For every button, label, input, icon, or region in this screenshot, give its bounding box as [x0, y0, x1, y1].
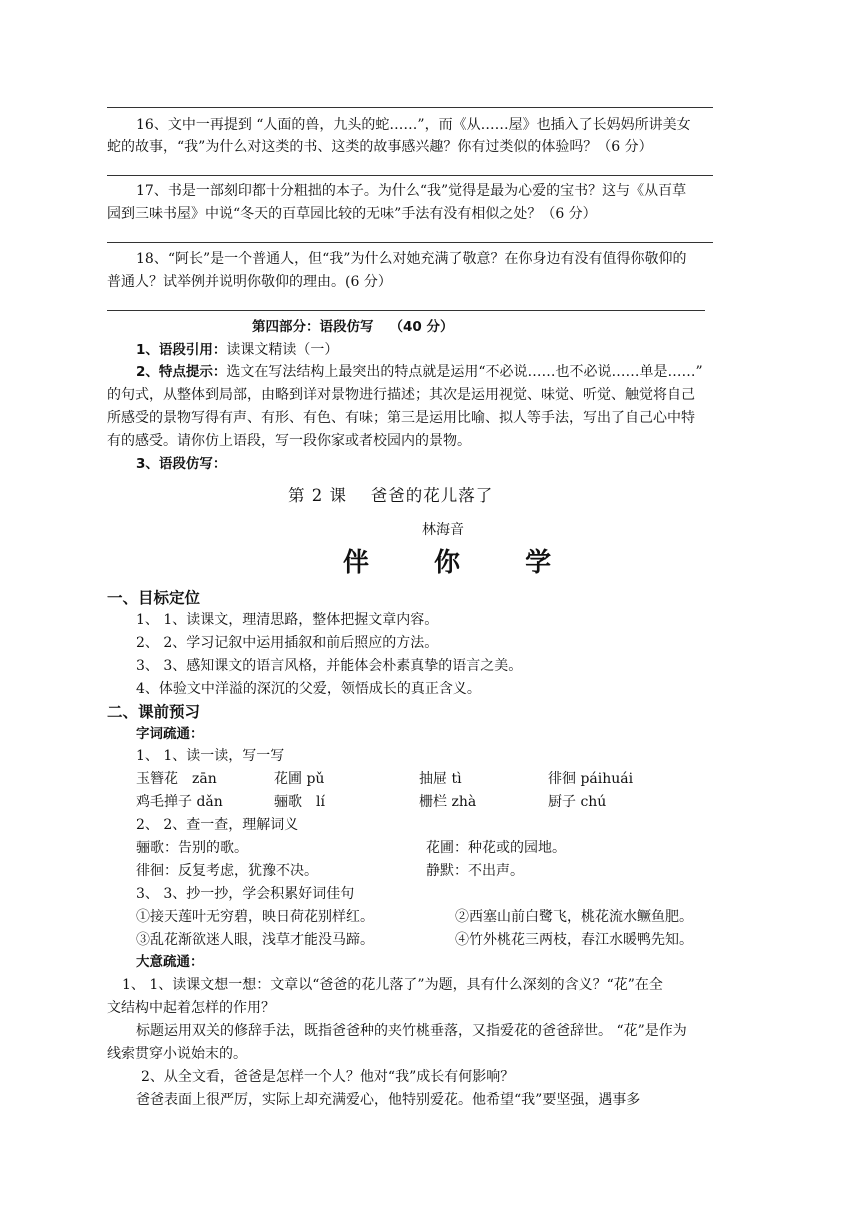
question-16-line-1: 16、文中一再提到 “人面的兽，九头的蛇……”，而《从……屋》也插入了长妈妈所讲美女 [136, 117, 691, 133]
part4-item2-line-4: 有的感受。请你仿上语段，写一段你家或者校园内的景物。 [107, 433, 471, 449]
section2-heading: 二、课前预习 [107, 703, 201, 721]
answer-line [107, 175, 713, 176]
lookup-instruction: 2、 2、查一查，理解词义 [136, 817, 299, 833]
part4-item1-text: 读课文精读（一） [226, 342, 339, 358]
definition-item: 静默：不出声。 [426, 863, 524, 879]
question-16-line-2: 蛇的故事，“我”为什么对这类的书、这类的故事感兴趣？你有过类似的体验吗？（6 分） [107, 139, 653, 155]
poem-line: ④竹外桃花三两枝，春江水暖鸭先知。 [455, 932, 693, 948]
goal-item-1: 1、 1、读课文，理清思路，整体把握文章内容。 [136, 612, 439, 628]
lesson-author: 林海音 [422, 522, 464, 538]
part4-item2-label: 2、特点提示： [136, 364, 227, 380]
goal-item-4: 4、体验文中洋溢的深沉的父爱，领悟成长的真正含义。 [136, 681, 481, 697]
word-item: 花圃 pǔ [274, 771, 325, 787]
word-item: 徘徊 páihuái [548, 771, 634, 787]
read-write-instruction: 1、 1、读一读，写一写 [136, 748, 285, 764]
definition-item: 徘徊：反复考虑，犹豫不决。 [136, 863, 318, 879]
comprehension-a2-line-1: 爸爸表面上很严厉，实际上却充满爱心，他特别爱花。他希望“我”要坚强，遇事多 [136, 1092, 641, 1108]
goal-item-2: 2、 2、学习记叙中运用插叙和前后照应的方法。 [136, 635, 439, 651]
comprehension-a1-line-1: 标题运用双关的修辞手法，既指爸爸种的夹竹桃垂落，又指爱花的爸爸辞世。 “花”是作为 [136, 1023, 687, 1039]
part4-item1 [136, 340, 338, 360]
word-item: 厨子 chú [548, 794, 607, 810]
part4-title [252, 317, 454, 337]
question-18-line-1: 18、“阿长”是一个普通人，但“我”为什么对她充满了敬意？在你身边有没有值得你敬仰的 [136, 251, 687, 267]
comprehension-q1-line-1: 1、 1、读课文想一想：文章以“爸爸的花儿落了”为题，具有什么深刻的含义？“花”在全 [122, 977, 663, 993]
part4-item1-label: 1、语段引用： [136, 342, 227, 358]
banner-title: 伴 你 学 [343, 548, 580, 578]
question-17-line-1: 17、书是一部刻印都十分粗拙的本子。为什么“我”觉得是最为心爱的宝书？这与《从百草 [136, 183, 687, 199]
comprehension-q1-line-2: 文结构中起着怎样的作用？ [107, 1000, 275, 1016]
poem-line: ③乱花渐欲迷人眼，浅草才能没马蹄。 [136, 932, 374, 948]
section2-sub2: 大意疏通： [136, 954, 204, 970]
poem-line: ②西塞山前白鹭飞，桃花流水鳜鱼肥。 [455, 909, 693, 925]
part4-title-text: 第四部分：语段仿写 [252, 319, 374, 335]
definition-item: 花圃：种花或的园地。 [426, 840, 566, 856]
question-18-line-2: 普通人？试举例并说明你敬仰的理由。(6 分） [107, 274, 392, 290]
answer-line [107, 242, 713, 243]
part4-item2-line-1 [136, 362, 703, 382]
copy-instruction: 3、 3、抄一抄，学会积累好词佳句 [136, 886, 355, 902]
section1-heading: 一、目标定位 [107, 589, 201, 607]
goal-item-3: 3、 3、感知课文的语言风格，并能体会朴素真挚的语言之美。 [136, 658, 523, 674]
answer-line [107, 107, 713, 108]
comprehension-a1-line-2: 线索贯穿小说始末的。 [107, 1046, 247, 1062]
lesson-title: 第 2 课 爸爸的花儿落了 [288, 486, 494, 505]
word-item: 玉簪花 zān [136, 771, 217, 787]
part4-item2-text: 选文在写法结构上最突出的特点就是运用“不必说……也不必说……单是……” [226, 364, 703, 380]
answer-line [107, 310, 705, 311]
definition-item: 骊歌：告别的歌。 [136, 840, 248, 856]
word-item: 栅栏 zhà [419, 794, 477, 810]
poem-line: ①接天莲叶无穷碧，映日荷花别样红。 [136, 909, 374, 925]
question-17-line-2: 园到三味书屋》中说“冬天的百草园比较的无味”手法有没有相似之处？（6 分） [107, 206, 597, 222]
part4-item3: 3、语段仿写： [136, 456, 227, 472]
part4-score: （40 分） [389, 319, 454, 335]
part4-item2-line-2: 的句式，从整体到局部，由略到详对景物进行描述；其次是运用视觉、味觉、听觉、触觉将自己 [107, 387, 695, 403]
word-item: 骊歌 lí [274, 794, 325, 810]
section2-sub1: 字词疏通： [136, 726, 204, 742]
part4-item2-line-3: 所感受的景物写得有声、有形、有色、有味；第三是运用比喻、拟人等手法，写出了自己心中特 [107, 410, 695, 426]
comprehension-q2: 2、从全文看，爸爸是怎样一个人？他对“我”成长有何影响？ [141, 1069, 515, 1085]
word-item: 抽屉 tì [419, 771, 462, 787]
word-item: 鸡毛掸子 dǎn [136, 794, 223, 810]
